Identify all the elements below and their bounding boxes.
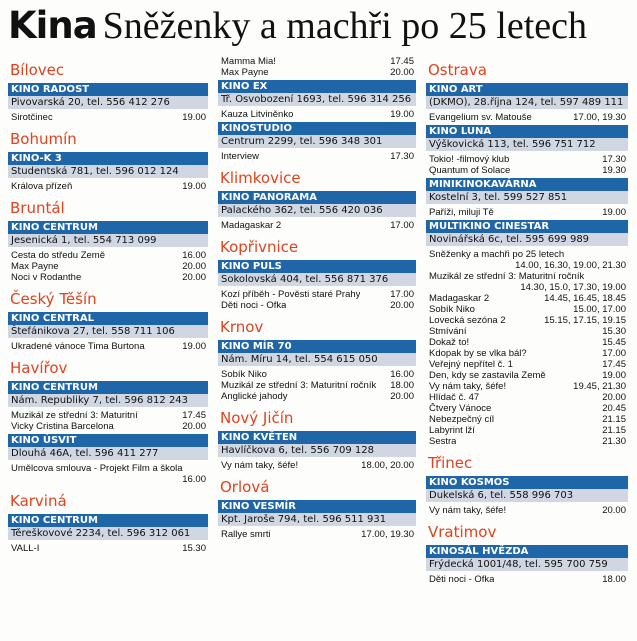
film-time: 17.45 [602,359,626,370]
cinema-name: KINO KVĚTEN [218,431,416,444]
film-list [8,540,208,556]
film-title: Max Payne [221,67,269,78]
film-time: 17.45 [182,410,206,421]
cinema-block [218,122,416,164]
cinema-address: Kpt. Jaroše 794, tel. 596 511 931 [218,513,416,526]
film-time: 15.15, 17.15, 19.15 [544,315,626,326]
cinema-block [8,221,208,285]
film-time: 14.00, 16.30, 19.00, 21.30 [515,260,626,271]
cinema-block [218,431,416,473]
film-row [11,112,206,123]
headline-kina: Kina [8,4,97,47]
film-time: 14.45, 16.45, 18.45 [544,293,626,304]
film-time: 17.00, 19.30 [361,529,414,540]
film-title: Kozí příběh - Pověsti staré Prahy [221,289,361,300]
cinema-address: Dukelská 6, tel. 558 996 703 [426,489,628,502]
film-list [218,106,416,122]
cinema-block [8,381,208,434]
film-list [218,366,416,404]
film-time: 18.00 [390,380,414,391]
city-heading: Bruntál [10,199,65,217]
film-title: Madagaskar 2 [429,293,490,304]
film-title: Lovecká sezóna 2 [429,315,506,326]
film-row [429,370,626,381]
cinema-block [426,220,628,449]
film-title: Vy nám taky, šéfe! [429,505,507,516]
film-time: 19.00 [182,341,206,352]
city-heading: Třinec [428,454,473,472]
film-list [426,109,628,125]
film-time: 17.00 [602,348,626,359]
film-list [218,286,416,313]
cinema-address: Pivovarská 20, tel. 556 412 276 [8,96,208,109]
city-heading: Bohumín [10,130,77,148]
film-title: Králova přízeň [11,181,73,192]
cinema-block [426,476,628,518]
film-row [221,56,414,67]
film-row [11,341,206,352]
film-title: Cesta do středu Země [11,250,105,261]
film-row [221,109,414,120]
film-title: Mamma Mia! [221,56,276,67]
film-title: Noci v Rodanthe [11,272,82,283]
cinema-address: Centrum 2299, tel. 596 348 301 [218,135,416,148]
cinema-name: KINOSTUDIO [218,122,416,135]
film-row [429,425,626,436]
cinema-name: KINO EX [218,80,416,93]
film-title: Vy nám taky, šéfe! [221,460,299,471]
film-row [221,369,414,380]
film-title: Evangelium sv. Matouše [429,112,532,123]
film-time: 18.00 [602,574,626,585]
film-row [429,505,626,516]
cinema-block [426,178,628,220]
film-title: Sobík Niko [221,369,267,380]
cinema-address: Palackého 362, tel. 556 420 036 [218,204,416,217]
cinema-address: Dlouhá 46A, tel. 596 411 277 [8,447,208,460]
city-heading: Nový Jičín [220,409,294,427]
film-row [221,289,414,300]
film-title: VALL-I [11,543,40,554]
cinema-name: KINO PANORAMA [218,191,416,204]
cinema-block [8,312,208,354]
cinema-name: KINO LUNA [426,125,628,138]
film-time: 15.45 [602,337,626,348]
film-title: Paříži, miluji Tě [429,207,494,218]
film-row [429,392,626,403]
cinema-block [218,80,416,122]
film-list [8,407,208,434]
city-heading: Karviná [10,492,67,510]
film-list-continued [218,56,416,80]
film-title: Anglické jahody [221,391,288,402]
city-heading: Havířov [10,359,68,377]
cinema-address: Nám. Republiky 7, tel. 596 812 243 [8,394,208,407]
cinema-block [426,83,628,125]
film-time: 20.00 [602,505,626,516]
cinema-block [426,545,628,587]
cinema-block [8,152,208,194]
cinema-name: KINO-K 3 [8,152,208,165]
film-time: 20.00 [390,391,414,402]
film-row [429,315,626,326]
cinema-address: Havlíčkova 6, tel. 556 709 128 [218,444,416,457]
cinema-address: Štefánikova 27, tel. 558 711 106 [8,325,208,338]
film-row [221,391,414,402]
cinema-name: KINO CENTRUM [8,514,208,527]
film-title: Kdopak by se vlka bál? [429,348,527,359]
film-row [429,326,626,337]
column-right [426,56,628,587]
film-row [11,543,206,554]
film-title: Interview [221,151,260,162]
film-row [429,337,626,348]
film-row [429,293,626,304]
film-row [429,249,626,271]
film-time: 18.00, 20.00 [361,460,414,471]
film-title: Vicky Cristina Barcelona [11,421,114,432]
film-list [426,204,628,220]
film-row [11,463,206,485]
film-title: Quantum of Solace [429,165,511,176]
cinema-name: KINO CENTRAL [8,312,208,325]
film-list [218,526,416,542]
film-title: Labyrint lží [429,425,475,436]
film-list [8,178,208,194]
film-list [8,460,208,487]
film-title: Madagaskar 2 [221,220,282,231]
film-list [426,571,628,587]
cinema-address: Těreškovové 2234, tel. 596 312 061 [8,527,208,540]
film-time: 20.00 [182,421,206,432]
film-row [429,304,626,315]
film-time: 17.45 [390,56,414,67]
film-time: 16.00 [182,474,206,485]
film-time: 17.00 [390,289,414,300]
cinema-address: Jesenická 1, tel. 554 713 099 [8,234,208,247]
film-title: Sobík Niko [429,304,475,315]
film-time: 17.30 [602,154,626,165]
film-title: Dokaž to! [429,337,470,348]
cinema-block [218,500,416,542]
film-row [429,154,626,165]
film-time: 19.00 [602,370,626,381]
film-time: 21.30 [602,436,626,447]
film-title: Vy nám taky, šéfe! [429,381,507,392]
film-time: 19.00 [182,112,206,123]
film-time: 17.30 [390,151,414,162]
film-row [221,529,414,540]
film-title: Stmívání [429,326,467,337]
film-title: Max Payne [11,261,59,272]
film-row [429,436,626,447]
column-left [8,56,208,556]
film-title: Rallye smrti [221,529,271,540]
film-row [221,460,414,471]
film-time: 19.00 [390,109,414,120]
cinema-name: KINO MÍR 70 [218,340,416,353]
film-row [221,380,414,391]
cinema-block [8,83,208,125]
film-list [8,109,208,125]
city-heading: Ostrava [428,61,487,79]
film-row [429,165,626,176]
film-title: Děti noci - Ofka [429,574,495,585]
film-time: 17.00 [390,220,414,231]
cinema-address: Novinářská 6c, tel. 595 699 989 [426,233,628,246]
cinema-name: MULTIKINO CINESTAR [426,220,628,233]
film-list [218,148,416,164]
film-row [11,272,206,283]
film-time: 21.15 [602,414,626,425]
film-time: 20.00 [182,261,206,272]
film-title: Nebezpečný cíl [429,414,494,425]
film-list [218,217,416,233]
film-time: 20.45 [602,403,626,414]
film-time: 16.00 [390,369,414,380]
cinema-name: KINO ÚSVIT [8,434,208,447]
film-row [11,181,206,192]
film-time: 19.00 [182,181,206,192]
film-row [429,574,626,585]
film-row [221,220,414,231]
film-time: 19.30 [602,165,626,176]
film-list [426,151,628,178]
film-list [426,246,628,449]
film-time: 15.00, 17.00 [573,304,626,315]
cinema-block [218,191,416,233]
film-title: Děti noci - Ofka [221,300,287,311]
film-row [429,414,626,425]
city-heading: Český Těšín [10,290,97,308]
film-row [221,151,414,162]
city-heading: Krnov [220,318,264,336]
cinema-address: Frýdecká 1001/48, tel. 595 700 759 [426,558,628,571]
cinema-address: Tř. Osvobození 1693, tel. 596 314 256 [218,93,416,106]
film-title: Sirotčinec [11,112,53,123]
cinema-address: Výškovická 113, tel. 596 751 712 [426,138,628,151]
film-title: Umělcova smlouva - Projekt Film a škola [11,463,183,474]
film-time: 14.30, 15.0, 17.30, 19.00 [520,282,626,293]
city-heading: Kopřivnice [220,238,299,256]
city-heading: Bílovec [10,61,65,79]
column-middle [218,56,416,542]
cinema-name: KINO CENTRUM [8,381,208,394]
film-list [218,457,416,473]
cinema-address: Sokolovská 404, tel. 556 871 376 [218,273,416,286]
film-time: 19.00 [602,207,626,218]
film-list [426,502,628,518]
cinema-block [8,434,208,487]
film-time: 20.00 [390,300,414,311]
cinema-name: KINO PULS [218,260,416,273]
city-heading: Orlová [220,478,270,496]
film-row [221,300,414,311]
cinema-block [8,514,208,556]
film-time: 20.00 [390,67,414,78]
film-title: Muzikál ze střední 3: Maturitní ročník [429,271,585,282]
cinema-name: KINO RADOST [8,83,208,96]
cinema-block [426,125,628,178]
cinema-address: Kostelní 3, tel. 599 527 851 [426,191,628,204]
film-title: Muzikál ze střední 3: Maturitní [11,410,138,421]
film-row [429,271,626,293]
film-row [11,250,206,261]
film-row [221,67,414,78]
film-row [429,381,626,392]
film-time: 15.30 [182,543,206,554]
cinema-address: (DKMO), 28.října 124, tel. 597 489 111 [426,96,628,109]
film-list [8,338,208,354]
film-row [429,359,626,370]
film-row [429,207,626,218]
film-title: Tokio! -filmový klub [429,154,510,165]
cinema-block [218,340,416,404]
film-time: 21.15 [602,425,626,436]
cinema-name: MINIKINOKAVÁRNA [426,178,628,191]
film-time: 17.00, 19.30 [573,112,626,123]
film-row [429,403,626,414]
cinema-name: KINO CENTRUM [8,221,208,234]
film-row [11,410,206,421]
cinema-block [218,260,416,313]
film-time: 20.00 [182,272,206,283]
cinema-address: Studentská 781, tel. 596 012 124 [8,165,208,178]
film-title: Kauza Litviněnko [221,109,294,120]
film-time: 16.00 [182,250,206,261]
cinema-address: Nám. Míru 14, tel. 554 615 050 [218,353,416,366]
film-title: Muzikál ze střední 3: Maturitní ročník [221,380,377,391]
film-list [8,247,208,285]
headline-title: Sněženky a machři po 25 letech [102,5,587,47]
film-time: 19.45, 21.30 [573,381,626,392]
film-title: Sestra [429,436,457,447]
page-headline [8,4,587,50]
city-heading: Vratimov [428,523,497,541]
film-time: 15.30 [602,326,626,337]
cinema-name: KINO VESMÍR [218,500,416,513]
film-title: Veřejný nepřítel č. 1 [429,359,513,370]
cinema-name: KINO ART [426,83,628,96]
film-time: 20.00 [602,392,626,403]
cinema-name: KINOSÁL HVĚZDA [426,545,628,558]
film-row [11,261,206,272]
film-row [429,112,626,123]
film-row [429,348,626,359]
film-row [11,421,206,432]
city-heading: Klimkovice [220,169,301,187]
film-title: Ukradené vánoce Tima Burtona [11,341,145,352]
cinema-name: KINO KOSMOS [426,476,628,489]
film-title: Den, kdy se zastavila Země [429,370,546,381]
film-title: Sněženky a machři po 25 letech [429,249,565,260]
film-title: Čtvery Vánoce [429,403,492,414]
film-title: Hlídač č. 47 [429,392,480,403]
